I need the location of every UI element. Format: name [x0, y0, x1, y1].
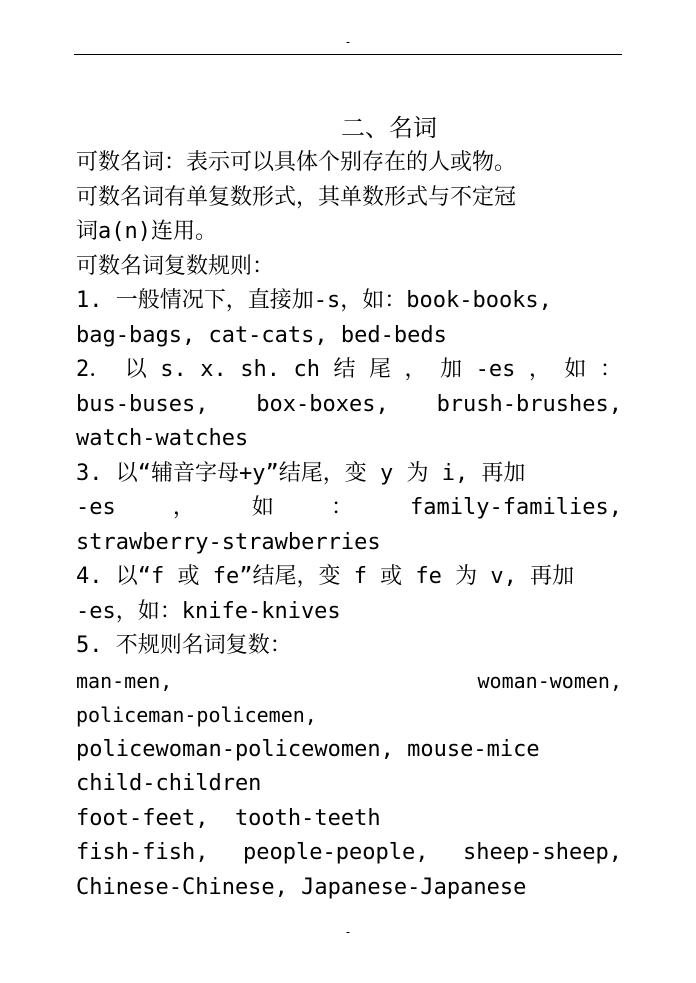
rule-4-line-1: 4. 以“f 或 fe”结尾，变 f 或 fe 为 v, 再加	[76, 564, 575, 589]
rule-3-part: 如	[251, 495, 274, 520]
rule-3-line-1: 3. 以“辅音字母+y”结尾，变 y 为 i, 再加	[76, 460, 526, 486]
rule-2-line-2	[76, 388, 622, 423]
footer-mark: -	[344, 925, 352, 939]
rule-2-line-1	[76, 353, 622, 388]
rule-2-part: ：	[599, 357, 622, 382]
rule-2-example: brush-brushes,	[436, 391, 622, 417]
rule-3-line-2	[76, 491, 622, 526]
rule-2-example: bus-buses,	[76, 391, 209, 417]
rule-5-row-2: policeman-policemen,	[76, 703, 317, 727]
rules-heading: 可数名词复数规则：	[76, 253, 275, 279]
irregular-example: man-men,	[76, 668, 173, 693]
rule-2-part: 结	[333, 357, 356, 382]
rule-3-part: -es	[76, 495, 116, 520]
section-title: 二、名词	[341, 114, 437, 142]
rule-2-part: 2．	[76, 357, 112, 382]
definition-line-2: 可数名词有单复数形式，其单数形式与不定冠	[76, 184, 517, 210]
rule-2-line-3: watch-watches	[76, 426, 249, 451]
definition-line-3: 词a(n)连用。	[76, 219, 217, 244]
rule-3-part: ，	[172, 495, 195, 520]
rule-1-line-2: bag-bags, cat-cats, bed-beds	[76, 322, 447, 348]
rule-5-row-7: Chinese-Chinese, Japanese-Japanese	[76, 874, 527, 900]
rule-5-row-6	[76, 836, 622, 871]
rule-5-row-1	[76, 664, 622, 699]
irregular-example: woman-women,	[477, 668, 622, 693]
rule-5-heading: 5. 不规则名词复数：	[76, 633, 292, 658]
rule-2-part: -es	[475, 357, 516, 382]
rule-2-part: x.	[200, 357, 227, 382]
rule-3-part: family-families,	[410, 495, 622, 520]
irregular-example: fish-fish,	[76, 840, 209, 865]
document-body	[76, 110, 622, 905]
rule-2-part: ，	[404, 357, 427, 382]
rule-5-row-4: child-children	[76, 771, 262, 796]
rule-1-line-1: 1. 一般情况下，直接加-s，如：book-books,	[76, 288, 552, 313]
rule-2-part: 以	[124, 357, 147, 382]
rule-3-line-3: strawberry-strawberries	[76, 529, 381, 555]
definition-line-1: 可数名词：表示可以具体个别存在的人或物。	[76, 150, 517, 175]
rule-5-row-5: foot-feet, tooth-teeth	[76, 805, 381, 831]
rule-2-part: 如	[564, 357, 587, 382]
rule-2-part: 尾	[369, 357, 392, 382]
rule-3-part: ：	[330, 495, 353, 520]
rule-2-part: 加	[440, 357, 463, 382]
rule-2-part: ，	[528, 357, 551, 382]
rule-2-part: ch	[293, 357, 321, 382]
rule-5-row-3: policewoman-policewomen, mouse-mice	[76, 736, 540, 762]
header-mark: -	[344, 35, 352, 49]
rule-2-example: box-boxes,	[256, 391, 389, 417]
irregular-example: sheep-sheep,	[463, 840, 622, 865]
rule-2-part: sh.	[240, 357, 281, 382]
header-rule	[74, 54, 622, 55]
irregular-example: people-people,	[243, 840, 429, 865]
rule-4-line-2: -es，如：knife-knives	[76, 598, 341, 624]
rule-2-part: s.	[160, 357, 187, 382]
